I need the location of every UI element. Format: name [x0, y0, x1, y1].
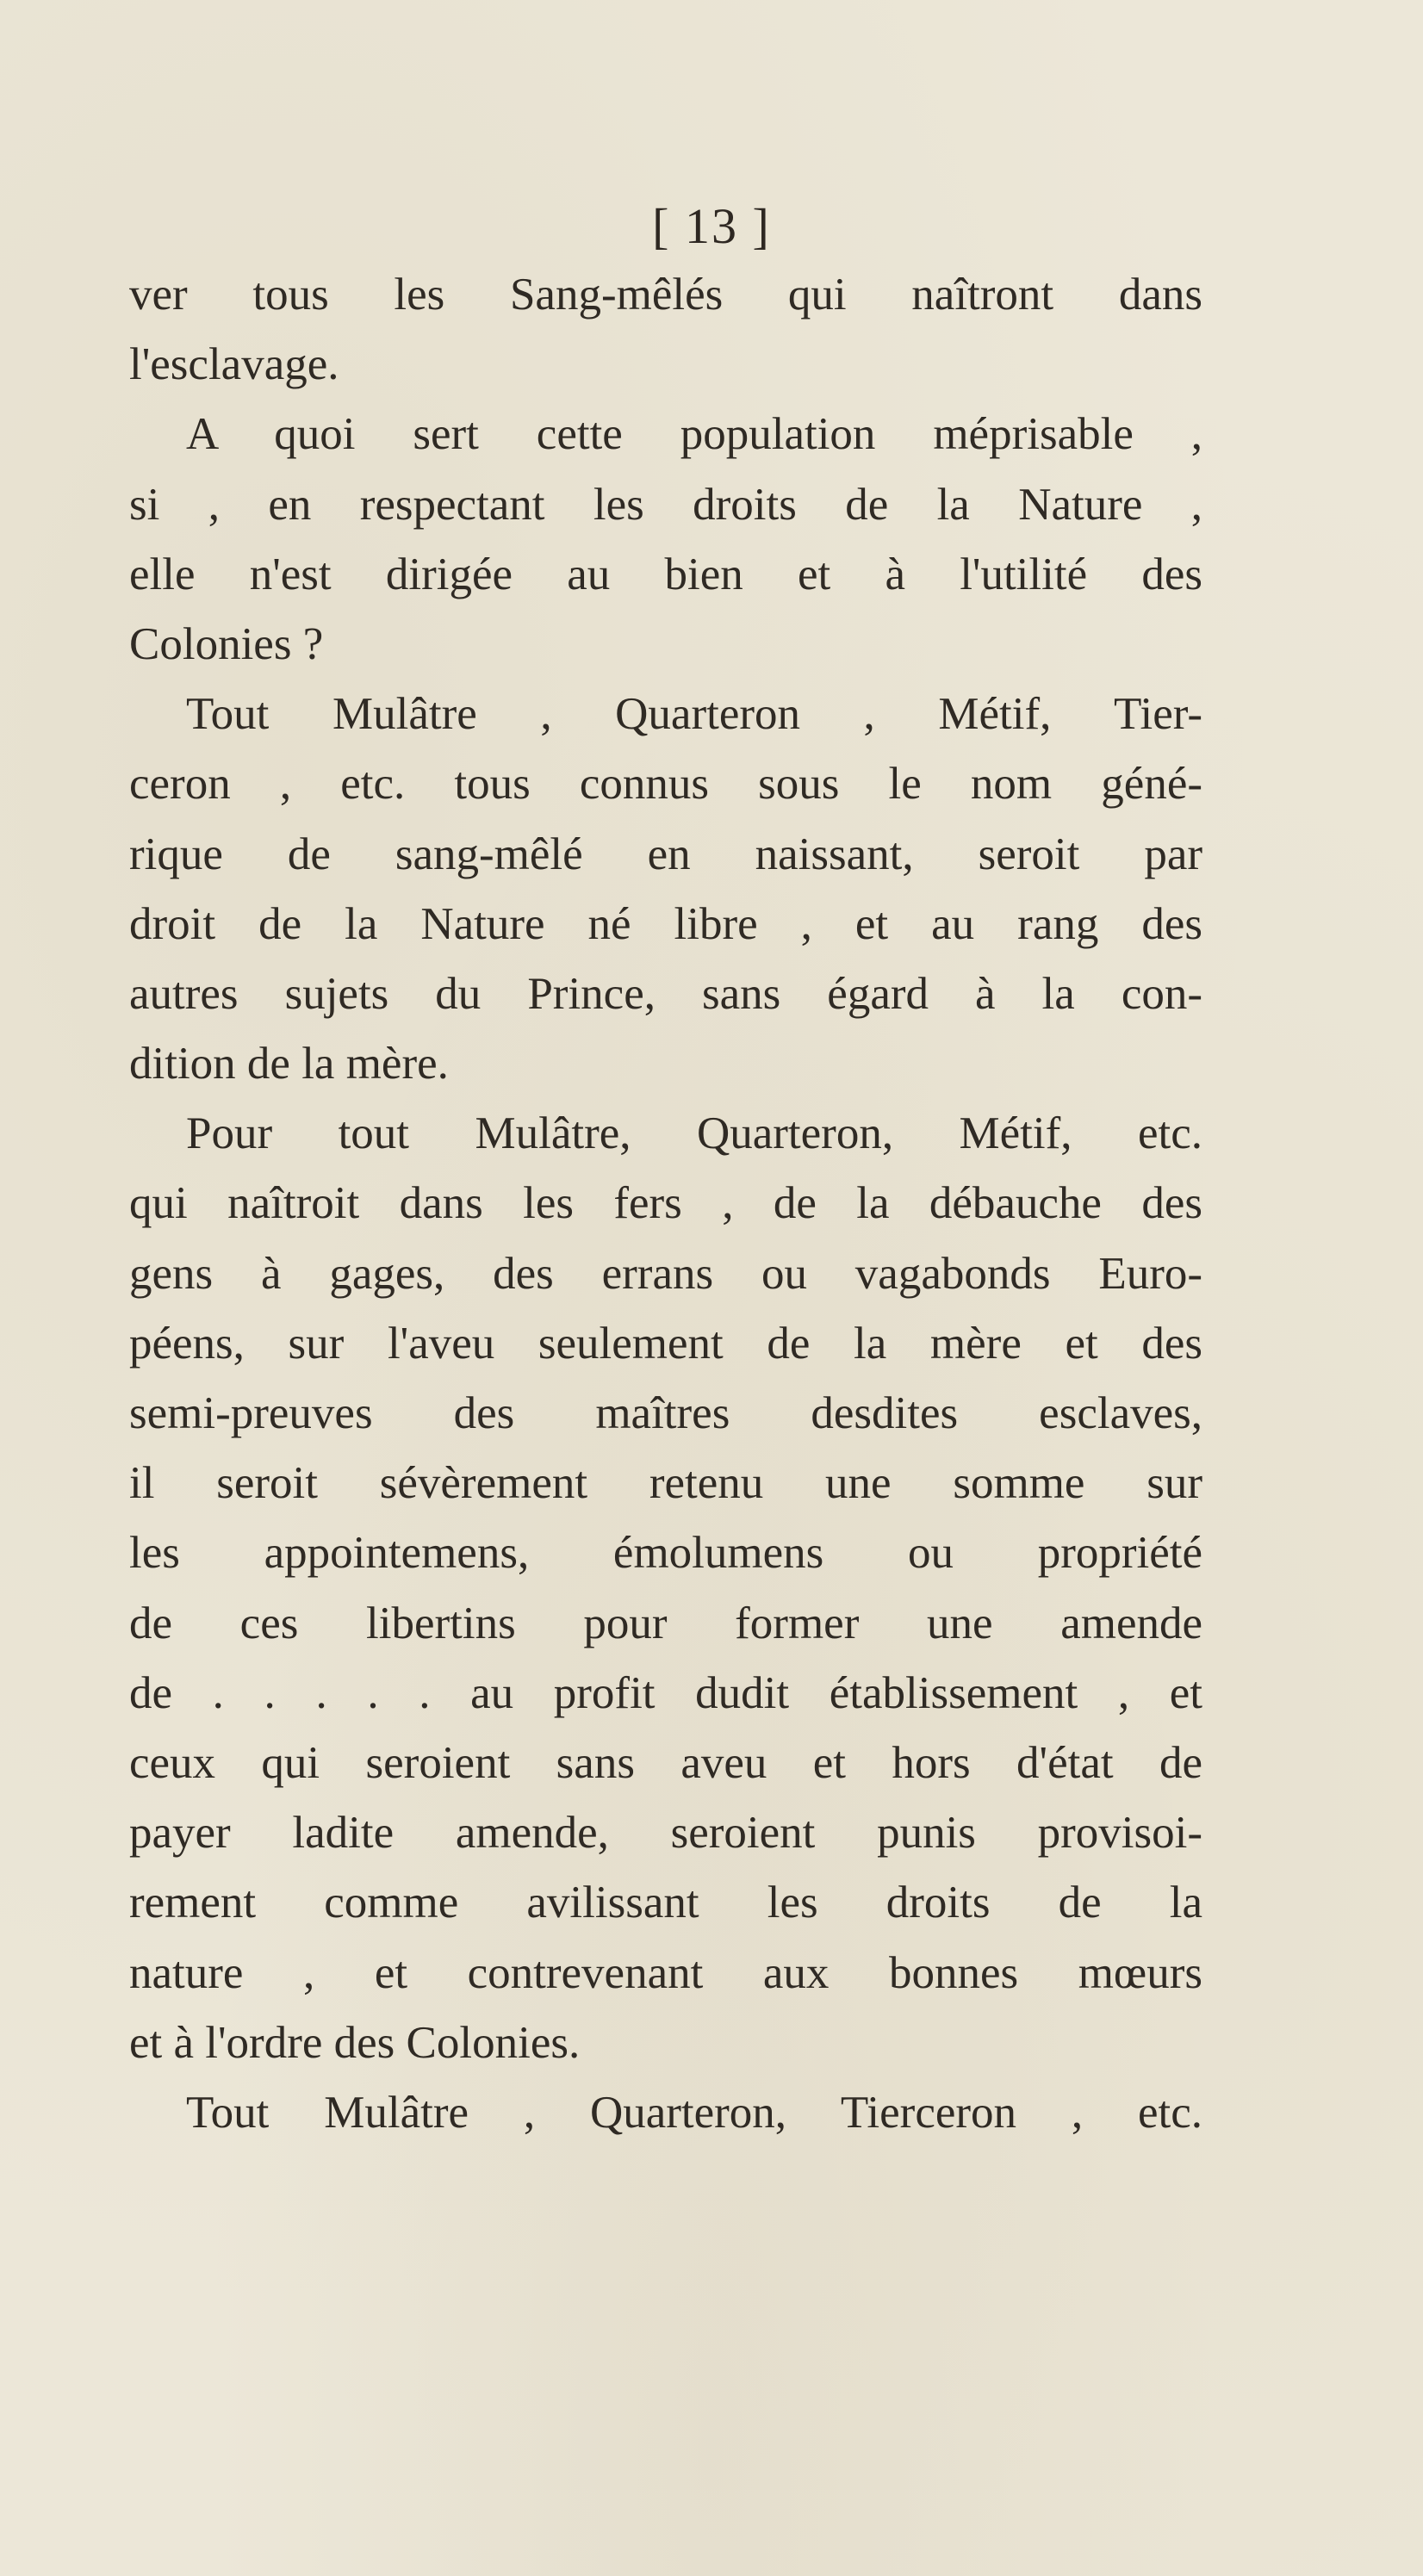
text-line: A quoi sert cette population méprisable ,: [186, 409, 1202, 460]
text-line: rique de sang-mêlé en naissant, seroit par: [129, 829, 1202, 879]
text-line: de ces libertins pour former une amende: [129, 1598, 1202, 1648]
text-line: Colonies ?: [129, 618, 324, 669]
text-line: semi-preuves des maîtres desdites esclaves,: [129, 1388, 1202, 1438]
text-line: les appointemens, émolumens ou propriété: [129, 1528, 1202, 1579]
text-line: dition de la mère.: [129, 1039, 449, 1089]
page-number: [ 13 ]: [652, 198, 771, 254]
text-line: ceux qui seroient sans aveu et hors d'état de: [129, 1737, 1202, 1788]
text-line: ver tous les Sang-mêlés qui naîtront dans: [129, 270, 1202, 320]
text-line: droit de la Nature né libre , et au rang des: [129, 898, 1202, 949]
text-line: qui naîtroit dans les fers , de la débauche des: [129, 1178, 1202, 1229]
body-text: [129, 260, 1202, 2148]
text-line: Tout Mulâtre , Quarteron, Tierceron , etc.: [186, 2087, 1202, 2138]
text-line: il seroit sévèrement retenu une somme sur: [129, 1458, 1202, 1509]
text-line: si , en respectant les droits de la Nature ,: [129, 479, 1202, 530]
text-line: péens, sur l'aveu seulement de la mère et des: [129, 1318, 1202, 1369]
text-line: rement comme avilissant les droits de la: [129, 1878, 1202, 1928]
text-line: ceron , etc. tous connus sous le nom géné-: [129, 759, 1202, 810]
text-line: gens à gages, des errans ou vagabonds Euro-: [129, 1248, 1202, 1299]
text-line: Pour tout Mulâtre, Quarteron, Métif, etc.: [186, 1108, 1202, 1159]
text-line: nature , et contrevenant aux bonnes mœurs: [129, 1947, 1202, 1998]
text-line: elle n'est dirigée au bien et à l'utilité des: [129, 549, 1202, 599]
text-line: de . . . . . au profit dudit établissement , et: [129, 1667, 1202, 1718]
text-line: autres sujets du Prince, sans égard à la con-: [129, 968, 1202, 1019]
text-line: payer ladite amende, seroient punis provisoi-: [129, 1808, 1202, 1859]
text-line: l'esclavage.: [129, 339, 339, 390]
text-line: et à l'ordre des Colonies.: [129, 2017, 581, 2068]
text-line: Tout Mulâtre , Quarteron , Métif, Tier-: [186, 689, 1202, 740]
